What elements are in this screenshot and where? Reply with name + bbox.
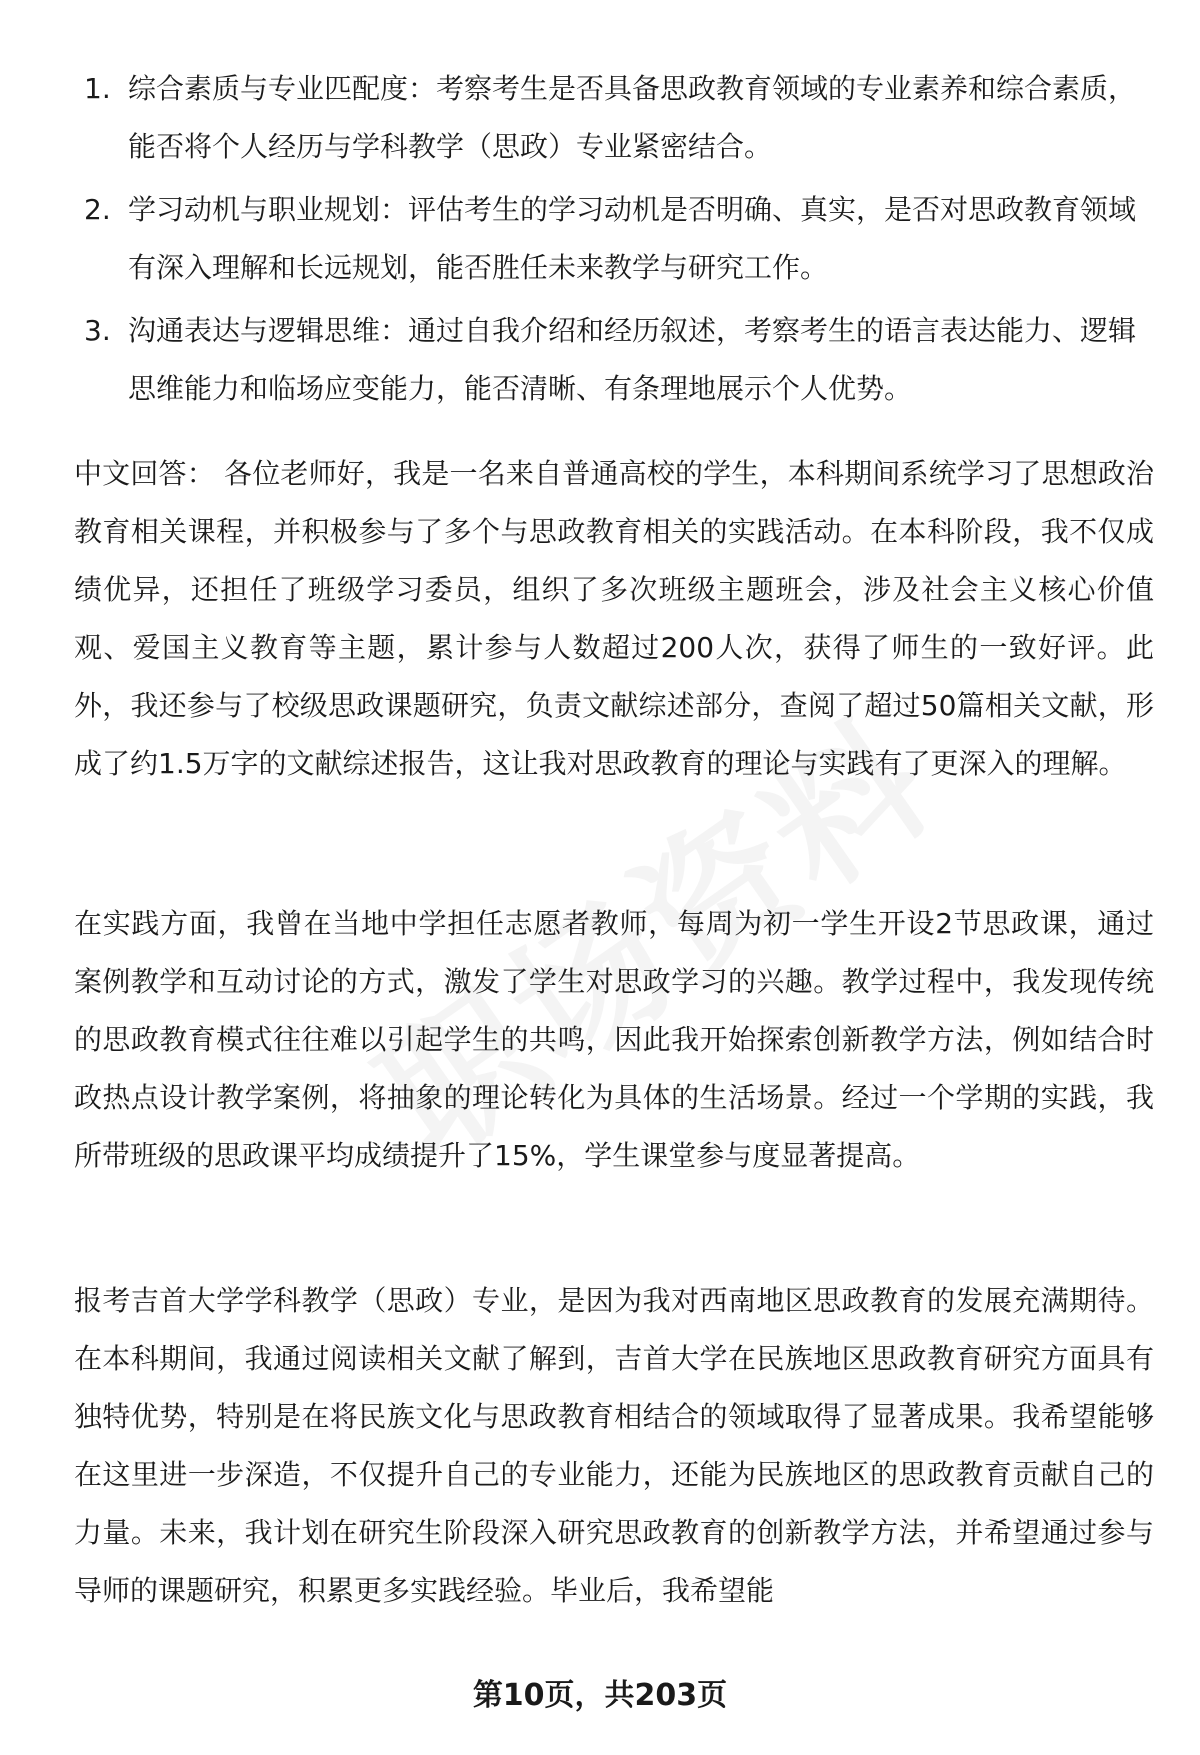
list-item: [84, 60, 1144, 176]
answer-paragraph-motivation: 报考吉首大学学科教学（思政）专业，是因为我对西南地区思政教育的发展充满期待。在本科期间，我通过阅读相关文献了解到，吉首大学在民族地区思政教育研究方面具有独特优势，特别是在将民族文化与思政教育相结合的领域取得了显著成果。我希望能够在这里进一步深造，不仅提升自己的专业能力，还能为民族地区的思政教育贡献自己的力量。未来，我计划在研究生阶段深入研究思政教育的创新教学方法，并希望通过参与导师的课题研究，积累更多实践经验。毕业后，我希望能: [74, 1284, 1154, 1607]
list-item: [84, 181, 1144, 297]
page-number: 第10页，共203页: [472, 1678, 728, 1713]
list-item-text: 沟通表达与逻辑思维：通过自我介绍和经历叙述，考察考生的语言表达能力、逻辑思维能力和临场应变能力，能否清晰、有条理地展示个人优势。: [128, 314, 1137, 405]
answer-paragraph-practice: 在实践方面，我曾在当地中学担任志愿者教师，每周为初一学生开设2节思政课，通过案例教学和互动讨论的方式，激发了学生对思政学习的兴趣。教学过程中，我发现传统的思政教育模式往往难以引起学生的共鸣，因此我开始探索创新教学方法，例如结合时政热点设计教学案例，将抽象的理论转化为具体的生活场景。经过一个学期的实践，我所带班级的思政课平均成绩提升了15%，学生课堂参与度显著提高。: [74, 907, 1154, 1172]
list-item-text: 学习动机与职业规划：评估考生的学习动机是否明确、真实，是否对思政教育领域有深入理解和长远规划，能否胜任未来教学与研究工作。: [128, 193, 1137, 284]
answer-paragraph-intro: 中文回答： 各位老师好，我是一名来自普通高校的学生，本科期间系统学习了思想政治教育相关课程，并积极参与了多个与思政教育相关的实践活动。在本科阶段，我不仅成绩优异，还担任了班级学习委员，组织了多次班级主题班会，涉及社会主义核心价值观、爱国主义教育等主题，累计参与人数超过200人次，获得了师生的一致好评。此外，我还参与了校级思政课题研究，负责文献综述部分，查阅了超过50篇相关文献，形成了约1.5万字的文献综述报告，这让我对思政教育的理论与实践有了更深入的理解。: [74, 457, 1154, 780]
list-item-number: 2.: [84, 193, 111, 226]
criteria-list: [84, 60, 1144, 423]
list-item-number: 3.: [84, 314, 111, 347]
list-item-text: 综合素质与专业匹配度：考察考生是否具备思政教育领域的专业素养和综合素质，能否将个人经历与学科教学（思政）专业紧密结合。: [128, 72, 1137, 163]
list-item-number: 1.: [84, 72, 111, 105]
list-item: [84, 302, 1144, 418]
